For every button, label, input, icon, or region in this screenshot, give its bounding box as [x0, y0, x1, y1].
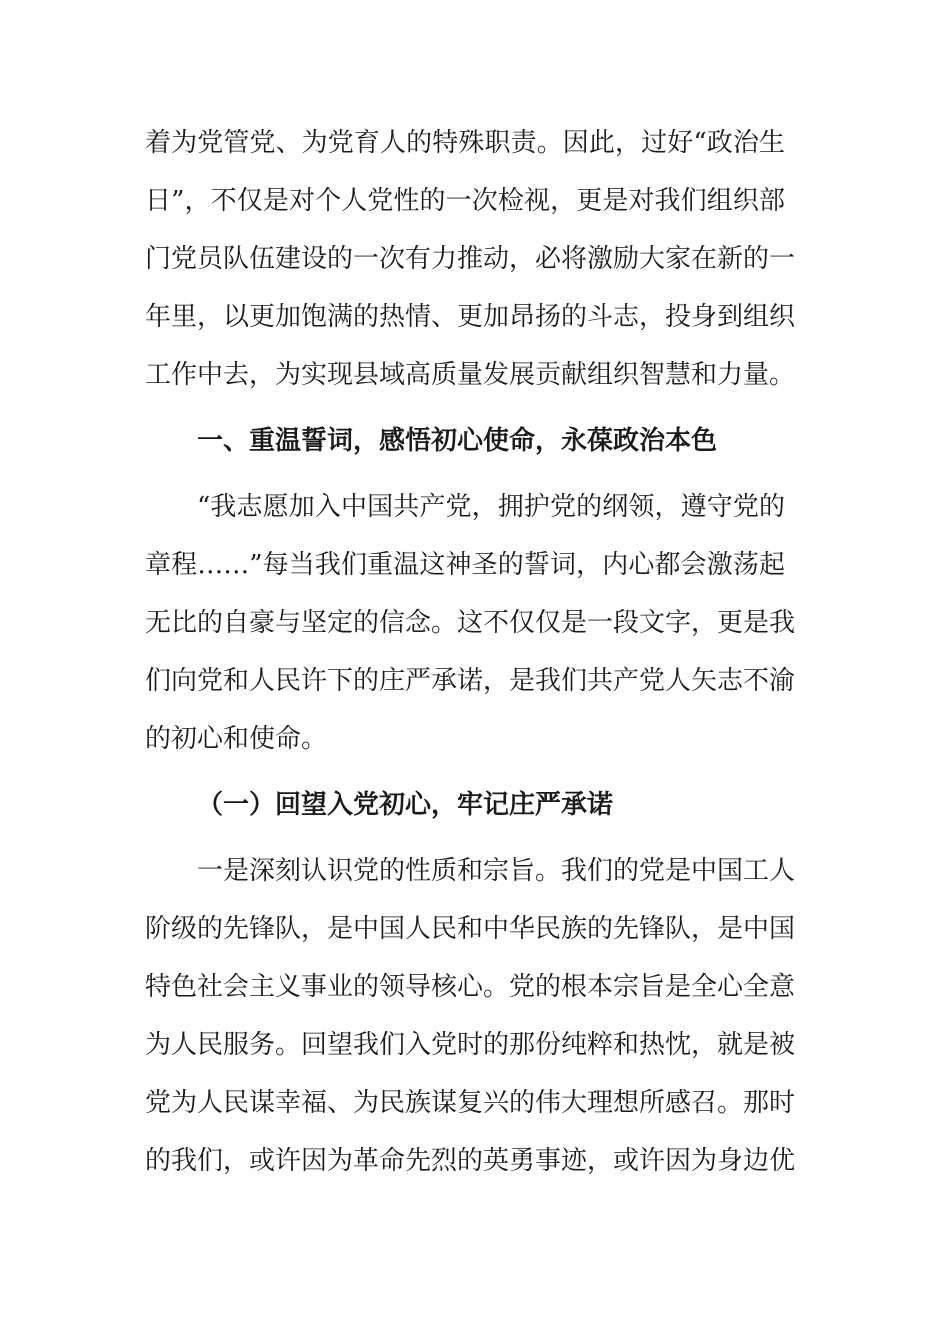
- paragraph-line: 阶级的先锋队，是中国人民和中华民族的先锋队，是中国: [145, 914, 796, 944]
- document-page: [145, 114, 796, 1190]
- section1-paragraph: [145, 478, 796, 768]
- paragraph-line: 们向党和人民许下的庄严承诺，是我们共产党人矢志不渝: [145, 666, 796, 696]
- subsection1-paragraph: [145, 842, 796, 1190]
- paragraph-line: 的我们，或许因为革命先烈的英勇事迹，或许因为身边优: [145, 1146, 796, 1176]
- paragraph-line: 为人民服务。回望我们入党时的那份纯粹和热忱，就是被: [145, 1030, 796, 1060]
- paragraph-line: 一是深刻认识党的性质和宗旨。我们的党是中国工人: [197, 856, 796, 886]
- paragraph-line: 门党员队伍建设的一次有力推动，必将激励大家在新的一: [145, 244, 796, 274]
- paragraph-line: 日”，不仅是对个人党性的一次检视，更是对我们组织部: [145, 186, 785, 216]
- section-heading: 一、重温誓词，感悟初心使命，永葆政治本色: [197, 426, 718, 456]
- paragraph-line: 工作中去，为实现县域高质量发展贡献组织智慧和力量。: [145, 360, 796, 390]
- paragraph-line: 的初心和使命。: [145, 724, 328, 754]
- paragraph-line: “我志愿加入中国共产党，拥护党的纲领，遵守党的: [197, 492, 785, 522]
- intro-paragraph: [145, 114, 796, 404]
- paragraph-line: 着为党管党、为党育人的特殊职责。因此，过好“政治生: [145, 128, 785, 158]
- paragraph-line: 特色社会主义事业的领导核心。党的根本宗旨是全心全意: [145, 972, 796, 1002]
- paragraph-line: 党为人民谋幸福、为民族谋复兴的伟大理想所感召。那时: [145, 1088, 796, 1118]
- subsection-heading: （一）回望入党初心，牢记庄严承诺: [197, 790, 614, 820]
- paragraph-line: 章程……”每当我们重温这神圣的誓词，内心都会激荡起: [145, 550, 785, 580]
- paragraph-line: 无比的自豪与坚定的信念。这不仅仅是一段文字，更是我: [145, 608, 796, 638]
- paragraph-line: 年里，以更加饱满的热情、更加昂扬的斗志，投身到组织: [145, 302, 796, 332]
